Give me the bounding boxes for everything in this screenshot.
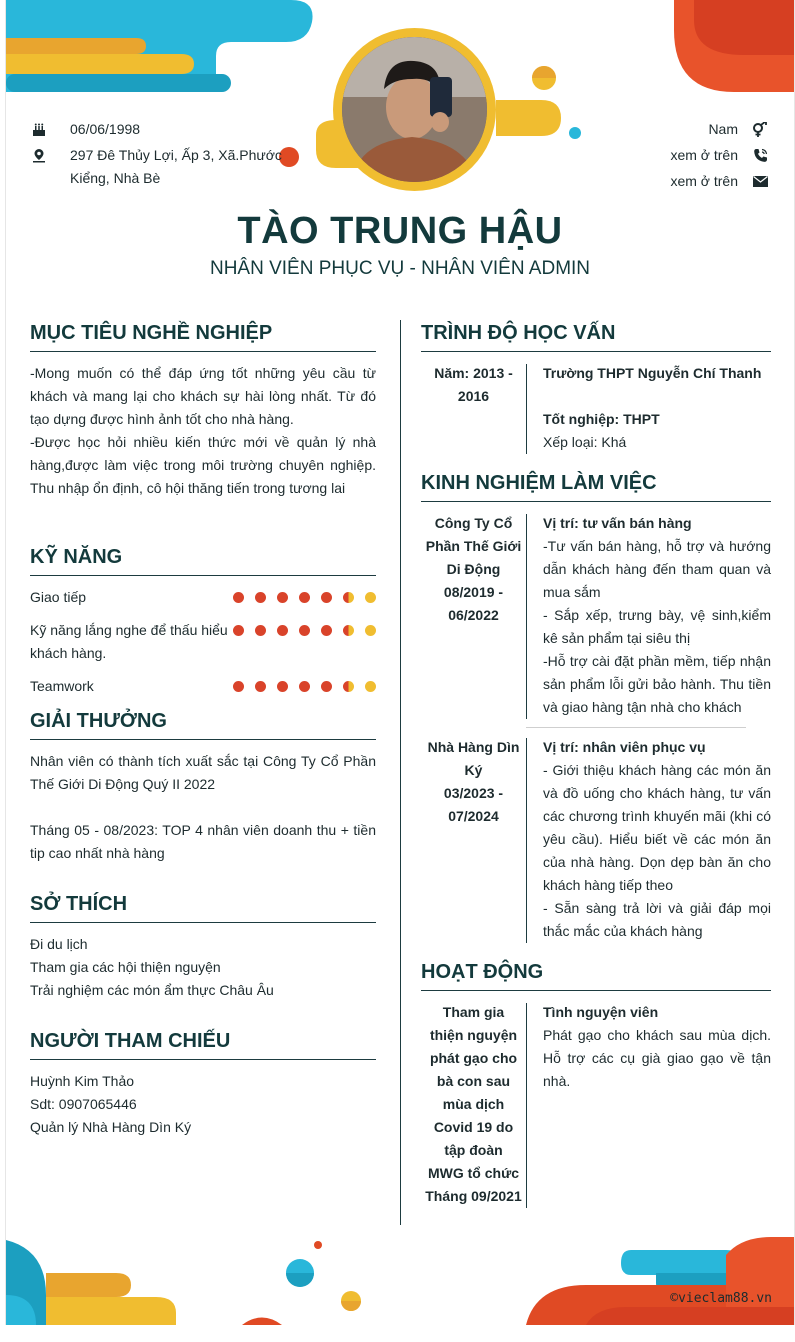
contact-right	[568, 118, 768, 196]
activities-title: HOẠT ĐỘNG	[421, 961, 771, 991]
job-entry	[421, 512, 771, 719]
awards-title: GIẢI THƯỞNG	[30, 710, 376, 740]
skill-row	[30, 619, 376, 665]
hobbies-title: SỞ THÍCH	[30, 893, 376, 923]
experience-title: KINH NGHIỆM LÀM VIỆC	[421, 472, 771, 502]
rating-dot	[233, 625, 244, 636]
column-divider	[400, 320, 401, 1225]
profile-photo	[342, 37, 487, 182]
hobby-item: Trải nghiệm các món ẩm thực Châu Âu	[30, 982, 274, 998]
activity-event: Tham gia thiện nguyện phát gạo cho bà con sau mùa dịch Covid 19 do tập đoàn MWG tổ chức	[427, 1004, 520, 1181]
top-right-decoration	[674, 0, 795, 95]
award-item-1: Nhân viên có thành tích xuất sắc tại Công Ty Cổ Phần Thế Giới Di Động Quý II 2022	[30, 753, 376, 792]
rating-dot	[255, 681, 266, 692]
job-company: Công Ty Cổ Phần Thế Giới Di Động	[425, 515, 522, 577]
birthday-row	[32, 118, 282, 141]
gender-row	[568, 118, 768, 141]
job-description: -Tư vấn bán hàng, hỗ trợ và hướng dẫn khách hàng đến tham quan và mua sắm	[543, 538, 771, 600]
phone-row	[568, 144, 768, 167]
skill-row	[30, 586, 376, 609]
rating-dot	[233, 592, 244, 603]
cake-icon	[32, 118, 70, 141]
objective-section	[30, 322, 376, 500]
hobby-item: Tham gia các hội thiện nguyện	[30, 959, 221, 975]
rating-dot	[255, 625, 266, 636]
objective-text-1: -Mong muốn có thể đáp ứng tốt những yêu cầu từ khách và mang lại cho khách sự hài lòng nhất. Từ đó tạo dựng được hình ảnh tốt cho nhà hàng.	[30, 365, 376, 427]
job-description: -Hỗ trợ cài đặt phần mềm, tiếp nhận sản phẩm lỗi gửi bảo hành. Thu tiền và giao hàng tận nhà cho khách	[543, 653, 771, 715]
rating-dot	[365, 625, 376, 636]
gender-icon	[738, 118, 768, 141]
profile-photo-frame	[333, 28, 496, 191]
education-entry	[421, 362, 771, 454]
skill-row	[30, 675, 376, 698]
reference-title: NGƯỜI THAM CHIẾU	[30, 1030, 376, 1060]
rating-dot	[365, 592, 376, 603]
skill-rating	[233, 586, 376, 603]
email-row	[568, 170, 768, 193]
reference-position: Quản lý Nhà Hàng Dìn Ký	[30, 1119, 192, 1135]
awards-section	[30, 710, 376, 865]
top-left-decoration	[6, 0, 316, 95]
education-title: TRÌNH ĐỘ HỌC VẤN	[421, 322, 771, 352]
job-divider	[526, 727, 746, 728]
rating-dot	[321, 681, 332, 692]
envelope-icon	[738, 170, 768, 193]
rating-dot	[277, 592, 288, 603]
reference-phone: Sdt: 0907065446	[30, 1096, 137, 1112]
rating-dot	[343, 681, 354, 692]
job-description: - Sắp xếp, trưng bày, vệ sinh,kiểm kê sản phẩm tại siêu thị	[543, 607, 771, 646]
skill-rating	[233, 619, 376, 636]
skill-label: Teamwork	[30, 678, 94, 694]
address-row	[32, 144, 282, 190]
rating-dot	[321, 592, 332, 603]
experience-section	[421, 472, 771, 943]
activity-role: Tình nguyện viên	[543, 1004, 659, 1020]
activities-section	[421, 961, 771, 1208]
rating-dot	[299, 625, 310, 636]
education-grade: Xếp loại: Khá	[543, 434, 627, 450]
rating-dot	[299, 592, 310, 603]
rating-dot	[277, 625, 288, 636]
award-item-2: Tháng 05 - 08/2023: TOP 4 nhân viên doanh thu + tiền tip cao nhất nhà hàng	[30, 822, 376, 861]
cv-page	[5, 0, 795, 1325]
bottom-right-decoration	[526, 1235, 795, 1325]
rating-dot	[365, 681, 376, 692]
objective-text-2: -Được học hỏi nhiều kiến thức mới về quản lý nhà hàng,được làm việc trong môi trường chuyên nghiệp. Thu nhập ổn định, cô hội thăng tiến trong tương lai	[30, 434, 376, 496]
skills-section	[30, 546, 376, 698]
skill-label: Kỹ năng lắng nghe để thấu hiểu khách hàng.	[30, 622, 228, 661]
candidate-role: NHÂN VIÊN PHỤC VỤ - NHÂN VIÊN ADMIN	[209, 258, 591, 279]
skill-rating	[233, 675, 376, 692]
email-value: xem ở trên	[670, 173, 738, 189]
rating-dot	[233, 681, 244, 692]
left-column	[30, 322, 376, 1139]
job-period: 08/2019 - 06/2022	[443, 584, 504, 623]
rating-dot	[343, 592, 354, 603]
job-description: - Sẵn sàng trả lời và giải đáp mọi thắc mắc của khách hàng	[543, 900, 771, 939]
education-degree: Tốt nghiệp: THPT	[543, 411, 660, 427]
job-company: Nhà Hàng Dìn Ký	[427, 739, 520, 778]
activity-entry	[421, 1001, 771, 1208]
phone-icon	[738, 144, 768, 167]
gender-value: Nam	[708, 121, 738, 137]
reference-section	[30, 1030, 376, 1139]
job-description: - Giới thiệu khách hàng các món ăn và đồ uống cho khách hàng, tư vấn các chương trình khuyến mãi (khi có yêu cầu). Hiểu biết về các món ăn của nhà hàng. Dọn dẹp bàn ăn cho khách hàng tiếp theo	[543, 762, 771, 893]
candidate-name: TÀO TRUNG HẬU	[237, 210, 563, 252]
job-entry	[421, 736, 771, 943]
phone-value: xem ở trên	[670, 147, 738, 163]
address-value: 297 Đê Thủy Lợi, Ấp 3, Xã.Phước Kiểng, Nhà Bè	[70, 147, 282, 186]
activity-description: Phát gạo cho khách sau mùa dịch. Hỗ trợ các cụ già giao gạo về tận nhà.	[543, 1027, 771, 1089]
hobby-item: Đi du lịch	[30, 936, 88, 952]
rating-dot	[299, 681, 310, 692]
contact-left	[32, 118, 282, 193]
job-position: Vị trí: tư vấn bán hàng	[543, 515, 692, 531]
activity-date: Tháng 09/2021	[425, 1188, 522, 1204]
job-period: 03/2023 - 07/2024	[443, 785, 504, 824]
reference-name: Huỳnh Kim Thảo	[30, 1073, 135, 1089]
objective-title: MỤC TIÊU NGHỀ NGHIỆP	[30, 322, 376, 352]
education-period: Năm: 2013 - 2016	[434, 365, 513, 404]
location-pin-icon	[32, 144, 70, 167]
rating-dot	[343, 625, 354, 636]
skill-label: Giao tiếp	[30, 589, 87, 605]
rating-dot	[255, 592, 266, 603]
education-school: Trường THPT Nguyễn Chí Thanh	[543, 365, 762, 381]
bottom-left-decoration	[6, 1235, 386, 1325]
right-column	[421, 322, 771, 1208]
rating-dot	[277, 681, 288, 692]
job-position: Vị trí: nhân viên phục vụ	[543, 739, 706, 755]
skills-title: KỸ NĂNG	[30, 546, 376, 576]
birthday-value: 06/06/1998	[70, 121, 141, 137]
rating-dot	[321, 625, 332, 636]
education-section	[421, 322, 771, 454]
hobbies-section	[30, 893, 376, 1002]
watermark: ©vieclam88.vn	[670, 1291, 772, 1306]
